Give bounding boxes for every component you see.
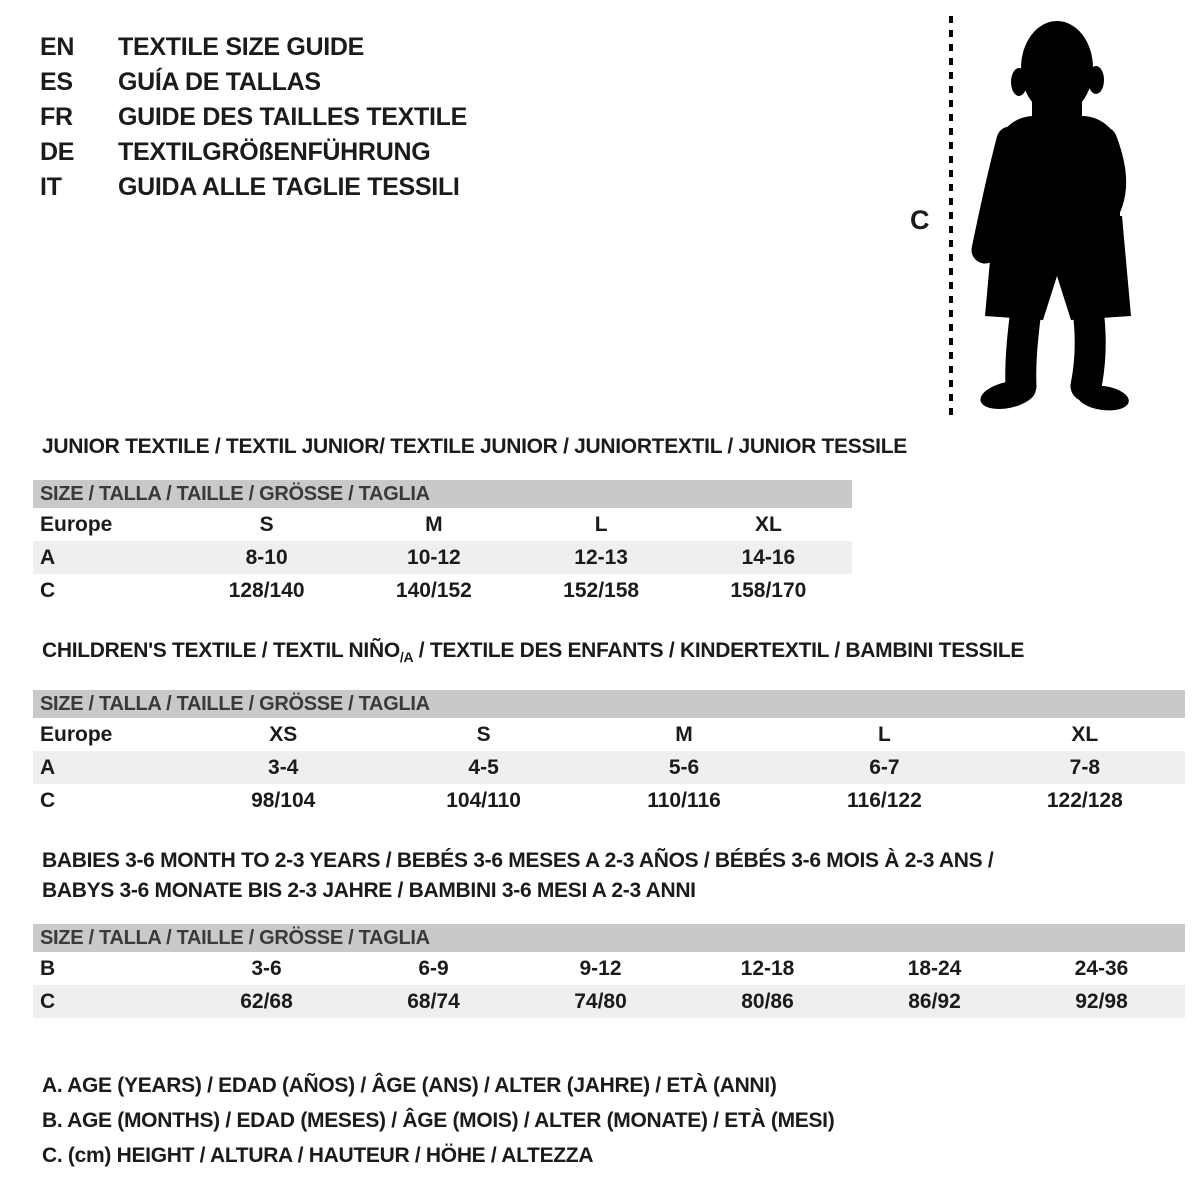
- size-sections: [33, 432, 1185, 1018]
- language-row-it: [40, 170, 467, 205]
- cell-value: L: [594, 512, 608, 536]
- language-code: EN: [40, 33, 75, 61]
- table-row-europe: [33, 718, 1185, 751]
- cell-value: 12-18: [740, 956, 795, 980]
- row-label: C: [40, 578, 56, 602]
- cell-value: 104/110: [446, 788, 521, 812]
- size-table-rows: [33, 508, 852, 607]
- table-row-c: [33, 784, 1185, 817]
- section-title-text: BABIES 3-6 MONTH TO 2-3 YEARS / BEBÉS 3-6 MESES A 2-3 AÑOS / BÉBÉS 3-6 MOIS À 2-3 ANS /: [42, 849, 994, 873]
- row-label: Europe: [40, 722, 113, 746]
- size-section-junior: [33, 432, 1185, 607]
- language-code: ES: [40, 68, 73, 96]
- size-table-rows: [33, 718, 1185, 817]
- row-label: B: [40, 956, 56, 980]
- cell-value: 4-5: [468, 755, 499, 779]
- size-tables-content: [33, 432, 1185, 1173]
- cell-value: XL: [754, 512, 782, 536]
- language-row-fr: [40, 100, 467, 135]
- cell-value: 18-24: [907, 956, 962, 980]
- guide-title-de: TEXTILGRÖßENFÜHRUNG: [118, 138, 431, 166]
- cell-value: 8-10: [245, 545, 288, 569]
- cell-value: 12-13: [574, 545, 628, 569]
- language-code: FR: [40, 103, 73, 131]
- language-row-de: [40, 135, 467, 170]
- section-title: [42, 876, 1185, 906]
- language-code: DE: [40, 138, 75, 166]
- table-row-c: [33, 985, 1185, 1018]
- legend-line-height-cm: C. (cm) HEIGHT / ALTURA / HAUTEUR / HÖHE / ALTEZZA: [42, 1144, 594, 1168]
- cell-value: 3-4: [268, 755, 299, 779]
- row-label: C: [40, 989, 56, 1013]
- guide-title-en: TEXTILE SIZE GUIDE: [118, 33, 365, 61]
- table-row-a: [33, 541, 852, 574]
- cell-value: 92/98: [1075, 989, 1128, 1013]
- height-dashed-line: [949, 16, 953, 416]
- cell-value: 74/80: [574, 989, 627, 1013]
- size-table-children: [33, 690, 1185, 817]
- cell-value: 98/104: [251, 788, 316, 812]
- row-label: C: [40, 788, 56, 812]
- toddler-silhouette-icon: [968, 18, 1140, 412]
- cell-value: 9-12: [579, 956, 622, 980]
- size-table-header: SIZE / TALLA / TAILLE / GRÖSSE / TAGLIA: [33, 924, 1185, 952]
- height-measure-figure: [888, 0, 1200, 432]
- legend-line-age-months: B. AGE (MONTHS) / EDAD (MESES) / ÂGE (MOIS) / ALTER (MONATE) / ETÀ (MESI): [42, 1109, 835, 1133]
- table-row-b: [33, 952, 1185, 985]
- section-title: [42, 846, 1185, 876]
- cell-value: M: [425, 512, 443, 536]
- cell-value: 62/68: [240, 989, 293, 1013]
- cell-value: 116/122: [847, 788, 922, 812]
- section-title-text: JUNIOR TEXTILE / TEXTIL JUNIOR/ TEXTILE JUNIOR / JUNIORTEXTIL / JUNIOR TESSILE: [42, 435, 907, 458]
- cell-value: 128/140: [228, 578, 305, 602]
- section-title-text: /A: [399, 649, 414, 666]
- cell-value: 7-8: [1069, 755, 1100, 779]
- cell-value: 14-16: [741, 545, 796, 569]
- guide-title-it: GUIDA ALLE TAGLIE TESSILI: [118, 173, 460, 201]
- legend-line-age-years: A. AGE (YEARS) / EDAD (AÑOS) / ÂGE (ANS) / ALTER (JAHRE) / ETÀ (ANNI): [42, 1074, 777, 1098]
- cell-value: 10-12: [407, 545, 461, 569]
- size-table-babies: [33, 924, 1185, 1018]
- cell-value: 110/116: [647, 788, 721, 812]
- cell-value: S: [259, 512, 274, 536]
- cell-value: 6-9: [418, 956, 449, 980]
- row-label: Europe: [40, 512, 113, 536]
- language-row-en: [40, 30, 467, 65]
- legend: [42, 1068, 1185, 1173]
- cell-value: M: [675, 722, 693, 746]
- table-row-europe: [33, 508, 852, 541]
- cell-value: 86/92: [908, 989, 961, 1013]
- cell-value: S: [476, 722, 491, 746]
- size-table-header: SIZE / TALLA / TAILLE / GRÖSSE / TAGLIA: [33, 480, 852, 508]
- section-title: [42, 432, 1185, 462]
- cell-value: 158/170: [730, 578, 807, 602]
- language-title-list: [40, 30, 467, 205]
- cell-value: 6-7: [869, 755, 900, 779]
- language-row-es: [40, 65, 467, 100]
- cell-value: L: [878, 722, 891, 746]
- cell-value: XL: [1071, 722, 1099, 746]
- section-title: [42, 636, 1185, 672]
- table-row-c: [33, 574, 852, 607]
- size-section-babies: [33, 846, 1185, 1018]
- section-title-text: CHILDREN'S TEXTILE / TEXTIL NIÑO: [42, 639, 400, 662]
- size-table-header: SIZE / TALLA / TAILLE / GRÖSSE / TAGLIA: [33, 690, 1185, 718]
- size-table-junior: [33, 480, 852, 607]
- cell-value: 3-6: [251, 956, 282, 980]
- cell-value: 68/74: [407, 989, 460, 1013]
- cell-value: 122/128: [1046, 788, 1123, 812]
- row-label: A: [40, 545, 56, 569]
- size-section-children: [33, 636, 1185, 817]
- guide-title-es: GUÍA DE TALLAS: [118, 68, 321, 96]
- size-table-rows: [33, 952, 1185, 1018]
- height-measure-label: C: [910, 205, 930, 235]
- cell-value: 80/86: [741, 989, 794, 1013]
- guide-title-fr: GUIDE DES TAILLES TEXTILE: [118, 103, 468, 131]
- cell-value: XS: [269, 722, 298, 746]
- cell-value: 140/152: [395, 578, 472, 602]
- row-label: A: [40, 755, 56, 779]
- table-row-a: [33, 751, 1185, 784]
- cell-value: 152/158: [563, 578, 640, 602]
- language-code: IT: [40, 173, 62, 201]
- section-title-text: / TEXTILE DES ENFANTS / KINDERTEXTIL / BAMBINI TESSILE: [413, 639, 1025, 662]
- cell-value: 24-36: [1074, 956, 1129, 980]
- section-title-text: BABYS 3-6 MONATE BIS 2-3 JAHRE / BAMBINI 3-6 MESI A 2-3 ANNI: [42, 879, 696, 903]
- cell-value: 5-6: [668, 755, 700, 779]
